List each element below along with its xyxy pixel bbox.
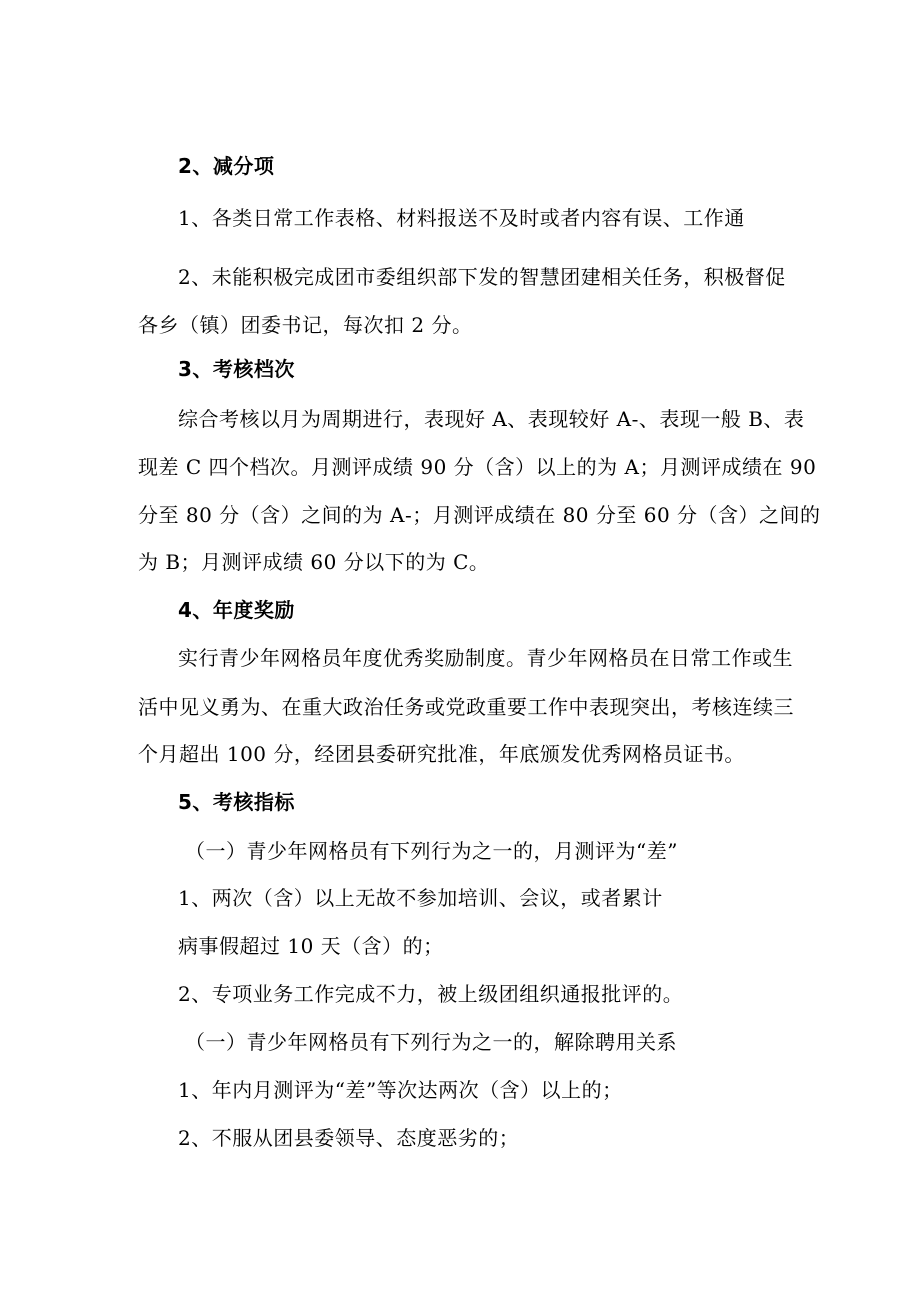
section-heading-deductions: 2、减分项 (178, 154, 275, 178)
paragraph-line: 个月超出 100 分，经团县委研究批准，年底颁发优秀网格员证书。 (138, 742, 745, 766)
paragraph-line: 现差 C 四个档次。月测评成绩 90 分（含）以上的为 A；月测评成绩在 90 (138, 455, 817, 479)
paragraph-line: 2、专项业务工作完成不力，被上级团组织通报批评的。 (178, 982, 684, 1006)
paragraph-line: 为 B；月测评成绩 60 分以下的为 C。 (138, 550, 490, 574)
paragraph-line: 1、年内月测评为“差”等次达两次（含）以上的； (178, 1078, 623, 1102)
paragraph-line: 实行青少年网格员年度优秀奖励制度。青少年网格员在日常工作或生 (178, 646, 793, 670)
paragraph-line: 综合考核以月为周期进行，表现好 A、表现较好 A-、表现一般 B、表 (178, 407, 805, 431)
paragraph-line: 分至 80 分（含）之间的为 A-；月测评成绩在 80 分至 60 分（含）之间的 (138, 503, 821, 527)
paragraph-line: 各乡（镇）团委书记，每次扣 2 分。 (138, 313, 473, 337)
paragraph-line: （一）青少年网格员有下列行为之一的，解除聘用关系 (185, 1030, 677, 1054)
paragraph-line: 1、各类日常工作表格、材料报送不及时或者内容有误、工作通 (178, 206, 745, 230)
paragraph-line: 2、不服从团县委领导、态度恶劣的； (178, 1126, 520, 1150)
section-heading-annual-awards: 4、年度奖励 (178, 598, 295, 622)
paragraph-line: 2、未能积极完成团市委组织部下发的智慧团建相关任务，积极督促 (178, 265, 786, 289)
paragraph-line: 1、两次（含）以上无故不参加培训、会议，或者累计 (178, 886, 663, 910)
paragraph-line: 活中见义勇为、在重大政治任务或党政重要工作中表现突出，考核连续三 (138, 695, 794, 719)
section-heading-indicators: 5、考核指标 (178, 790, 295, 814)
section-heading-grades: 3、考核档次 (178, 357, 295, 381)
paragraph-line: 病事假超过 10 天（含）的； (178, 934, 444, 958)
paragraph-line: （一）青少年网格员有下列行为之一的，月测评为“差” (185, 839, 678, 863)
